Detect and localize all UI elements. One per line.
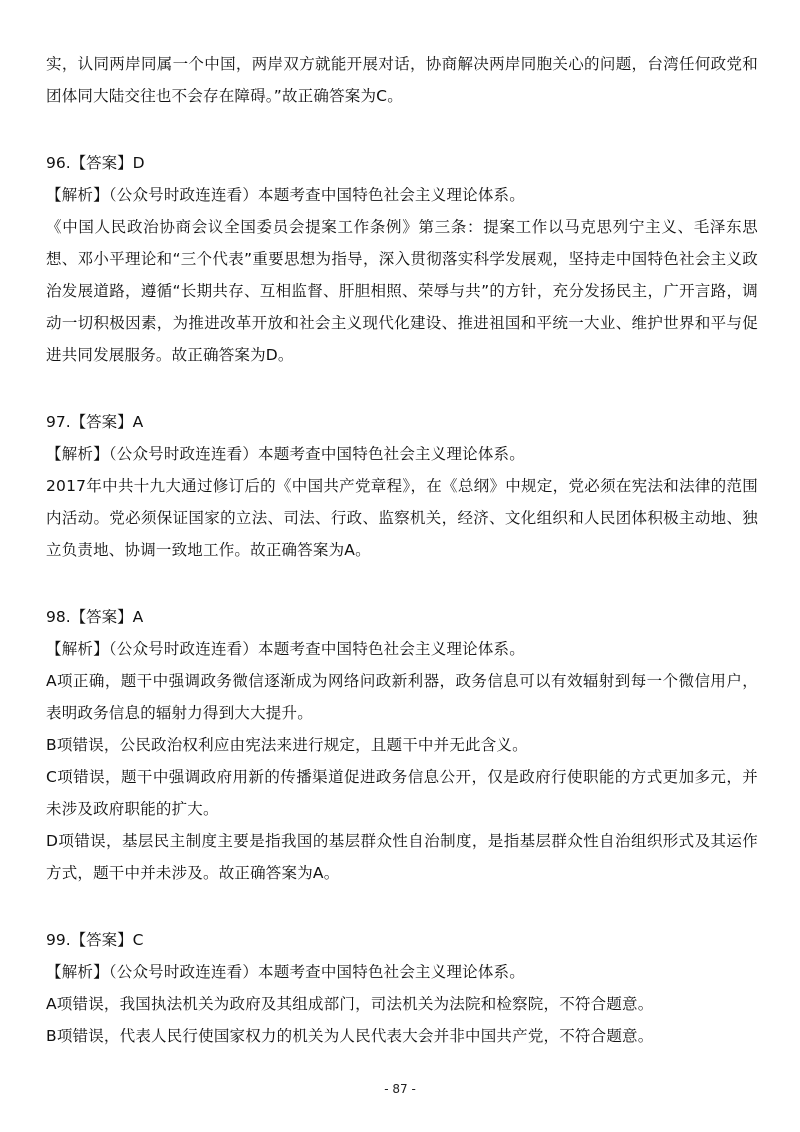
section-gap <box>46 371 758 406</box>
section-gap <box>46 566 758 601</box>
answer-99: 99.【答案】C <box>46 931 144 949</box>
lead-in-paragraph: 实，认同两岸同属一个中国，两岸双方就能开展对话，协商解决两岸同胞关心的问题，台湾任何政党和团体同大陆交往也不会存在障碍。”故正确答案为C。 <box>46 55 758 105</box>
answer-96: 96.【答案】D <box>46 154 145 172</box>
question-98 <box>46 601 758 889</box>
analysis-97: 【解析】（公众号时政连连看）本题考查中国特色社会主义理论体系。 <box>46 445 525 463</box>
question-97 <box>46 406 758 566</box>
analysis-99: 【解析】（公众号时政连连看）本题考查中国特色社会主义理论体系。 <box>46 963 525 981</box>
analysis-98: 【解析】（公众号时政连连看）本题考查中国特色社会主义理论体系。 <box>46 640 525 658</box>
page-number: - 87 - <box>384 1082 416 1096</box>
question-96 <box>46 147 758 371</box>
question-99 <box>46 924 758 1052</box>
option-d-98: D项错误，基层民主制度主要是指我国的基层群众性自治制度，是指基层群众性自治组织形式及其运作方式，题干中并未涉及。故正确答案为A。 <box>46 832 758 882</box>
option-b-99: B项错误，代表人民行使国家权力的机关为人民代表大会并非中国共产党，不符合题意。 <box>46 1027 654 1045</box>
analysis-96: 【解析】（公众号时政连连看）本题考查中国特色社会主义理论体系。 <box>46 186 525 204</box>
option-c-98: C项错误，题干中强调政府用新的传播渠道促进政务信息公开，仅是政府行使职能的方式更加多元，并未涉及政府职能的扩大。 <box>46 768 758 818</box>
answer-97: 97.【答案】A <box>46 413 144 431</box>
section-gap <box>46 112 758 147</box>
section-gap <box>46 889 758 924</box>
document-page <box>46 48 758 1052</box>
answer-98: 98.【答案】A <box>46 608 144 626</box>
option-b-98: B项错误，公民政治权利应由宪法来进行规定，且题干中并无此含义。 <box>46 736 528 754</box>
option-a-99: A项错误，我国执法机关为政府及其组成部门，司法机关为法院和检察院，不符合题意。 <box>46 995 654 1013</box>
option-a-98: A项正确，题干中强调政务微信逐渐成为网络问政新利器，政务信息可以有效辐射到每一个微信用户，表明政务信息的辐射力得到大大提升。 <box>46 672 758 722</box>
explanation-96: 《中国人民政治协商会议全国委员会提案工作条例》第三条：提案工作以马克思列宁主义、毛泽东思想、邓小平理论和“三个代表”重要思想为指导，深入贯彻落实科学发展观，坚持走中国特色社会主义政治发展道路，遵循“长期共存、互相监督、肝胆相照、荣辱与共”的方针，充分发扬民主，广开言路，调动一切积极因素，为推进改革开放和社会主义现代化建设、推进祖国和平统一大业、维护世界和平与促进共同发展服务。故正确答案为D。 <box>46 218 758 364</box>
explanation-97: 2017年中共十九大通过修订后的《中国共产党章程》，在《总纲》中规定，党必须在宪法和法律的范围内活动。党必须保证国家的立法、司法、行政、监察机关，经济、文化组织和人民团体积极主动地、独立负责地、协调一致地工作。故正确答案为A。 <box>46 477 758 559</box>
